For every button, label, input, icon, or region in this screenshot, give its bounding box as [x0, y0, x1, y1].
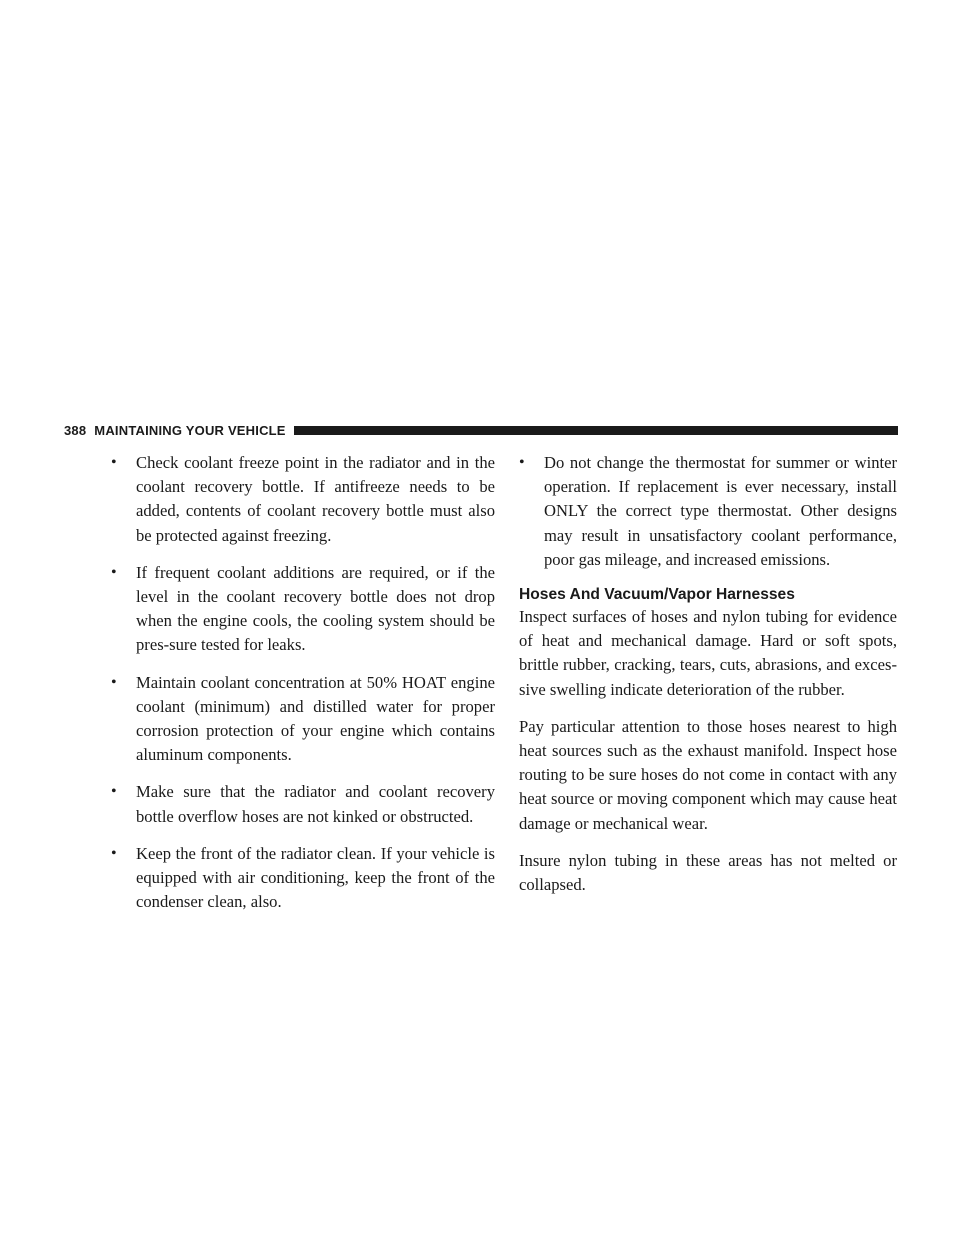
list-item	[111, 561, 495, 658]
list-item	[111, 451, 495, 548]
header-rule	[294, 426, 898, 435]
bullet-icon: •	[111, 783, 117, 801]
bullet-icon: •	[111, 454, 117, 471]
list-item-text: Do not change the thermostat for summer or winter operation. If replacement is ever necessary, install ONLY the correct type thermostat. Other designs may result in unsatisfactory coolant performance, poor gas mileage, and increased emissions.	[544, 453, 897, 569]
left-column	[111, 451, 495, 927]
bullet-icon: •	[111, 844, 117, 862]
section-title: MAINTAINING YOUR VEHICLE	[94, 422, 286, 438]
paragraph: Inspect surfaces of hoses and nylon tubing for evidence of heat and mechanical damage. Hard or soft spots, brittle rubber, cracking, tears, cuts, abrasions, and exces-sive swelling indicate deterioration of the rubber.	[519, 607, 897, 699]
paragraph: Pay particular attention to those hoses nearest to high heat sources such as the exhaust manifold. Inspect hose routing to be sure hoses do not come in contact with any heat source or moving component which may cause heat damage or mechanical wear.	[519, 716, 897, 833]
section-subheading: Hoses And Vacuum/Vapor Harnesses	[519, 586, 795, 604]
bullet-icon: •	[111, 673, 117, 691]
bullet-icon: •	[111, 563, 117, 581]
page-header	[64, 421, 898, 439]
list-item	[111, 780, 495, 828]
list-item-text: If frequent coolant additions are required, or if the level in the coolant recovery bottle does not drop when the engine cools, the cooling system should be pres-sure tested for leaks.	[136, 562, 495, 655]
paragraph: Insure nylon tubing in these areas has not melted or collapsed.	[519, 850, 897, 895]
list-item-text: Maintain coolant concentration at 50% HOAT engine coolant (minimum) and distilled water for proper corrosion protection of your engine which contains aluminum components.	[136, 672, 495, 765]
list-item-text: Make sure that the radiator and coolant recovery bottle overflow hoses are not kinked or obstructed.	[136, 782, 495, 826]
list-item	[519, 451, 897, 572]
list-item	[111, 842, 495, 915]
bullet-icon: •	[519, 454, 525, 471]
page-number: 388	[64, 422, 87, 438]
thermostat-bullet-list	[519, 451, 897, 572]
list-item	[111, 671, 495, 768]
coolant-bullet-list	[111, 451, 495, 914]
right-column	[519, 451, 897, 910]
list-item-text: Check coolant freeze point in the radiator and in the coolant recovery bottle. If antifreeze needs to be added, contents of coolant recovery bottle must also be protected against freezing.	[136, 453, 495, 545]
list-item-text: Keep the front of the radiator clean. If your vehicle is equipped with air conditioning, keep the front of the condenser clean, also.	[136, 843, 495, 912]
